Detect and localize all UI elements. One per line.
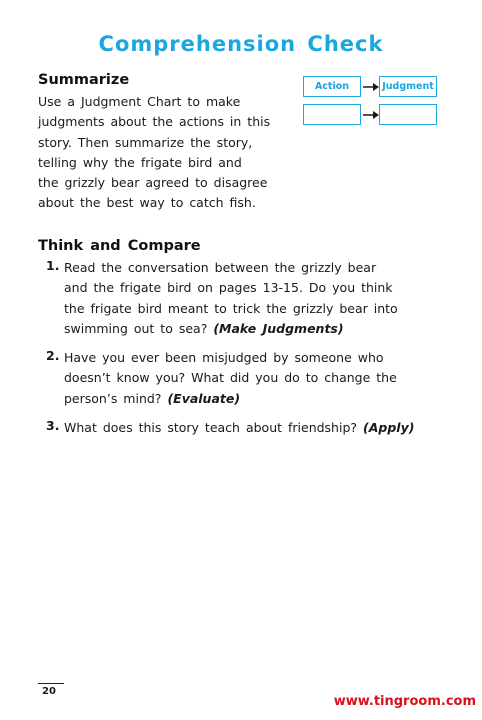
question-line: Read the conversation between the grizzly bear bbox=[64, 260, 377, 275]
arrow-right-icon bbox=[363, 110, 379, 120]
page-number: 20 bbox=[42, 686, 56, 697]
question-line: and the frigate bird on pages 13-15. Do you think bbox=[64, 280, 393, 296]
chart-judgment-cell bbox=[379, 104, 437, 125]
question-line bbox=[64, 319, 448, 339]
summarize-line: judgments about the actions in this bbox=[38, 114, 271, 130]
question-line: Have you ever been misjudged by someone who bbox=[64, 350, 384, 366]
question-item bbox=[38, 258, 448, 339]
question-number: 3. bbox=[46, 418, 60, 434]
judgment-chart bbox=[303, 76, 439, 128]
summarize-paragraph bbox=[38, 92, 288, 214]
question-line bbox=[64, 389, 448, 409]
page-number-rule bbox=[38, 683, 64, 684]
question-text: swimming out to sea? bbox=[64, 320, 208, 336]
summarize-line: about the best way to catch fish. bbox=[38, 195, 256, 211]
question-text: person’s mind? bbox=[64, 390, 162, 406]
summarize-line: telling why the frigate bird and bbox=[38, 154, 242, 170]
question-list bbox=[38, 258, 448, 447]
summarize-heading: Summarize bbox=[38, 72, 130, 88]
summarize-line: story. Then summarize the story, bbox=[38, 134, 253, 150]
question-line bbox=[64, 418, 448, 438]
watermark: www.tingroom.com bbox=[333, 694, 476, 709]
summarize-line: Use a Judgment Chart to make bbox=[38, 94, 241, 109]
question-number: 1. bbox=[46, 258, 60, 273]
question-skill-tag: (Make Judgments) bbox=[213, 320, 344, 336]
summarize-line: the grizzly bear agreed to disagree bbox=[38, 175, 268, 191]
chart-action-header: Action bbox=[303, 76, 361, 97]
chart-judgment-header: Judgment bbox=[379, 76, 437, 97]
question-skill-tag: (Evaluate) bbox=[167, 390, 241, 406]
question-item bbox=[38, 418, 448, 438]
question-line: the frigate bird meant to trick the grizzly bear into bbox=[64, 300, 398, 316]
chart-action-cell bbox=[303, 104, 361, 125]
arrow-right-icon bbox=[363, 82, 379, 92]
question-text: What does this story teach about friendship? bbox=[64, 420, 358, 436]
page-title: Comprehension Check bbox=[98, 32, 384, 56]
question-line: doesn’t know you? What did you do to change the bbox=[64, 370, 397, 386]
question-skill-tag: (Apply) bbox=[363, 420, 415, 436]
question-number: 2. bbox=[46, 348, 60, 364]
question-item bbox=[38, 348, 448, 409]
think-compare-heading: Think and Compare bbox=[38, 238, 201, 254]
